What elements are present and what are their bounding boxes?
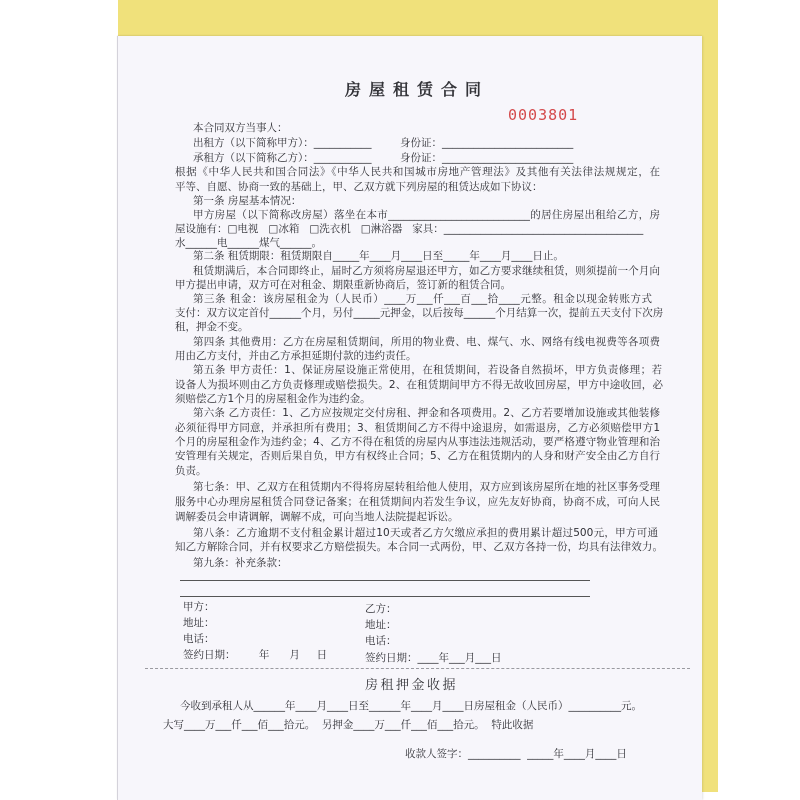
clause-1-line: 甲方房屋（以下简称改房屋）落坐在本市___________________________的居住房屋出租给乙方，房 — [193, 209, 660, 221]
clause-6-line: 必须征得甲方同意，并承担所有费用；3、租赁期间乙方不得中途退房，如需退房，乙方必须赔偿甲方1 — [175, 422, 660, 434]
clause-6-line: 安管理有关规定，否则后果自负，甲方有权终止合同；5、乙方在租赁期内的人身和财产安全由乙方自行 — [175, 450, 660, 462]
party-a-sign-date: 签约日期： 年 月 日 — [183, 649, 328, 661]
clause-1-utilities-line: 水______电______煤气______。 — [175, 237, 322, 249]
clause-6-line: 个月的房屋租金作为违约金；4、乙方不得在租赁的房屋内从事违法违规活动，要严格遵守物业管理和治 — [175, 436, 660, 448]
clause-7-line: 服务中心办理房屋租赁合同登记备案；在租赁期间内若发生争议，应先友好协商，协商不成，可向人民 — [175, 496, 660, 508]
clause-6-line: 负责。 — [175, 465, 207, 477]
receipt-cut-line — [145, 668, 690, 669]
lessee-id-line: 身份证：_________________________ — [400, 152, 574, 164]
receipt-amount-line: 大写____万___仟___佰___拾元。 另押金____万___仟___佰___拾元。 特此收据 — [163, 719, 534, 731]
clause-6-line: 第六条 乙方责任：1、乙方应按规定交付房租、押金和各项费用。2、乙方若要增加设施或其他装修 — [193, 407, 660, 419]
clause-1-heading: 第一条 房屋基本情况： — [193, 195, 302, 207]
party-a-label: 甲方： — [183, 601, 215, 613]
clause-3-line: 租，押金不变。 — [175, 321, 249, 333]
page-title: 房屋租赁合同 — [345, 80, 490, 99]
clause-5-line: 设备人为损坏则由乙方负责修理或赔偿损失。2、在租赁期间甲方不得无故收回房屋，甲方中途收回，必 — [175, 379, 663, 391]
serial-number: 0003801 — [508, 106, 579, 124]
lessor-line: 出租方（以下简称甲方）：___________ — [193, 137, 372, 149]
receipt-received-line: 今收到承租人从______年____月____日至______年____月____日房屋租金（人民币）__________元。 — [180, 700, 642, 712]
lessee-line: 承租方（以下简称乙方）：___________ — [193, 152, 372, 164]
clause-2-line: 第二条 租赁期限：租赁期限自_____年____月____日至_____年____月____日止。 — [193, 250, 564, 262]
supplementary-terms-line — [180, 596, 590, 597]
party-b-phone-label: 电话： — [365, 635, 397, 647]
receipt-signature-line: 收款人签字：__________ _____年____月____日 — [405, 748, 627, 760]
clause-4-line: 第四条 其他费用：乙方在房屋租赁期间，所用的物业费、电、煤气、水、网络有线电视费等各项费 — [193, 336, 660, 348]
clause-5-line: 第五条 甲方责任：1、保证房屋设施正常使用，在租赁期间，若设备自然损坏，甲方负责修理；若 — [193, 364, 662, 376]
clause-7-line: 第七条：甲、乙双方在租赁期内不得将房屋转租给他人使用，双方应到该房屋所在地的社区事务受理 — [193, 481, 660, 493]
clause-2-line: 租赁期满后，本合同即终止，届时乙方须将房屋退还甲方，如乙方要求继续租赁，则须提前一个月向 — [193, 265, 660, 277]
receipt-title: 房租押金收据 — [365, 678, 459, 693]
preamble-line: 根据《中华人民共和国合同法》《中华人民共和国城市房地产管理法》及其他有关法律法规规定，在 — [175, 166, 660, 178]
preamble-line: 平等、自愿、协商一致的基础上，甲、乙双方就下列房屋的租赁达成如下协议： — [175, 181, 543, 193]
party-b-label: 乙方： — [365, 603, 397, 615]
clause-8-line: 第八条：乙方逾期不支付租金累计超过10天或者乙方欠缴应承担的费用累计超过500元，甲方可通 — [193, 527, 658, 539]
clause-9-heading: 第九条：补充条款： — [193, 557, 288, 569]
party-a-phone-label: 电话： — [183, 633, 215, 645]
party-b-sign-date: 签约日期：____年___月___日 — [365, 652, 502, 664]
party-b-address-label: 地址： — [365, 619, 397, 631]
clause-3-line: 支付：双方议定首付______个月，另付_____元押金，以后按每______个月结算一次，提前五天支付下次房 — [175, 307, 664, 319]
clause-8-line: 知乙方解除合同，并有权要求乙方赔偿损失。本合同一式两份，甲、乙双方各持一份，均具有法律效力。 — [175, 541, 663, 553]
clause-3-line: 第三条 租金：该房屋租金为（人民币）____万___仟___百___拾____元整。租金以现金转账方式 — [193, 293, 652, 305]
lessor-id-line: 身份证：_________________________ — [400, 137, 574, 149]
clause-4-line: 用由乙方支付，并由乙方承担延期付款的违约责任。 — [175, 350, 417, 362]
clause-2-line: 甲方提出申请，双方可在对租金、期限重新协商后，签订新的租赁合同。 — [175, 279, 511, 291]
supplementary-terms-line — [180, 580, 590, 581]
clause-1-facilities-line: 屋设施有：□电视 □冰箱 □洗衣机 □淋浴器 家具：______________________________________ — [175, 223, 644, 235]
parties-intro: 本合同双方当事人： — [193, 122, 288, 134]
party-a-address-label: 地址： — [183, 617, 215, 629]
clause-5-line: 须赔偿乙方1个月的房屋租金作为违约金。 — [175, 393, 371, 405]
clause-7-line: 调解委员会申请调解，调解不成，可向当地人法院提起诉讼。 — [175, 511, 459, 523]
